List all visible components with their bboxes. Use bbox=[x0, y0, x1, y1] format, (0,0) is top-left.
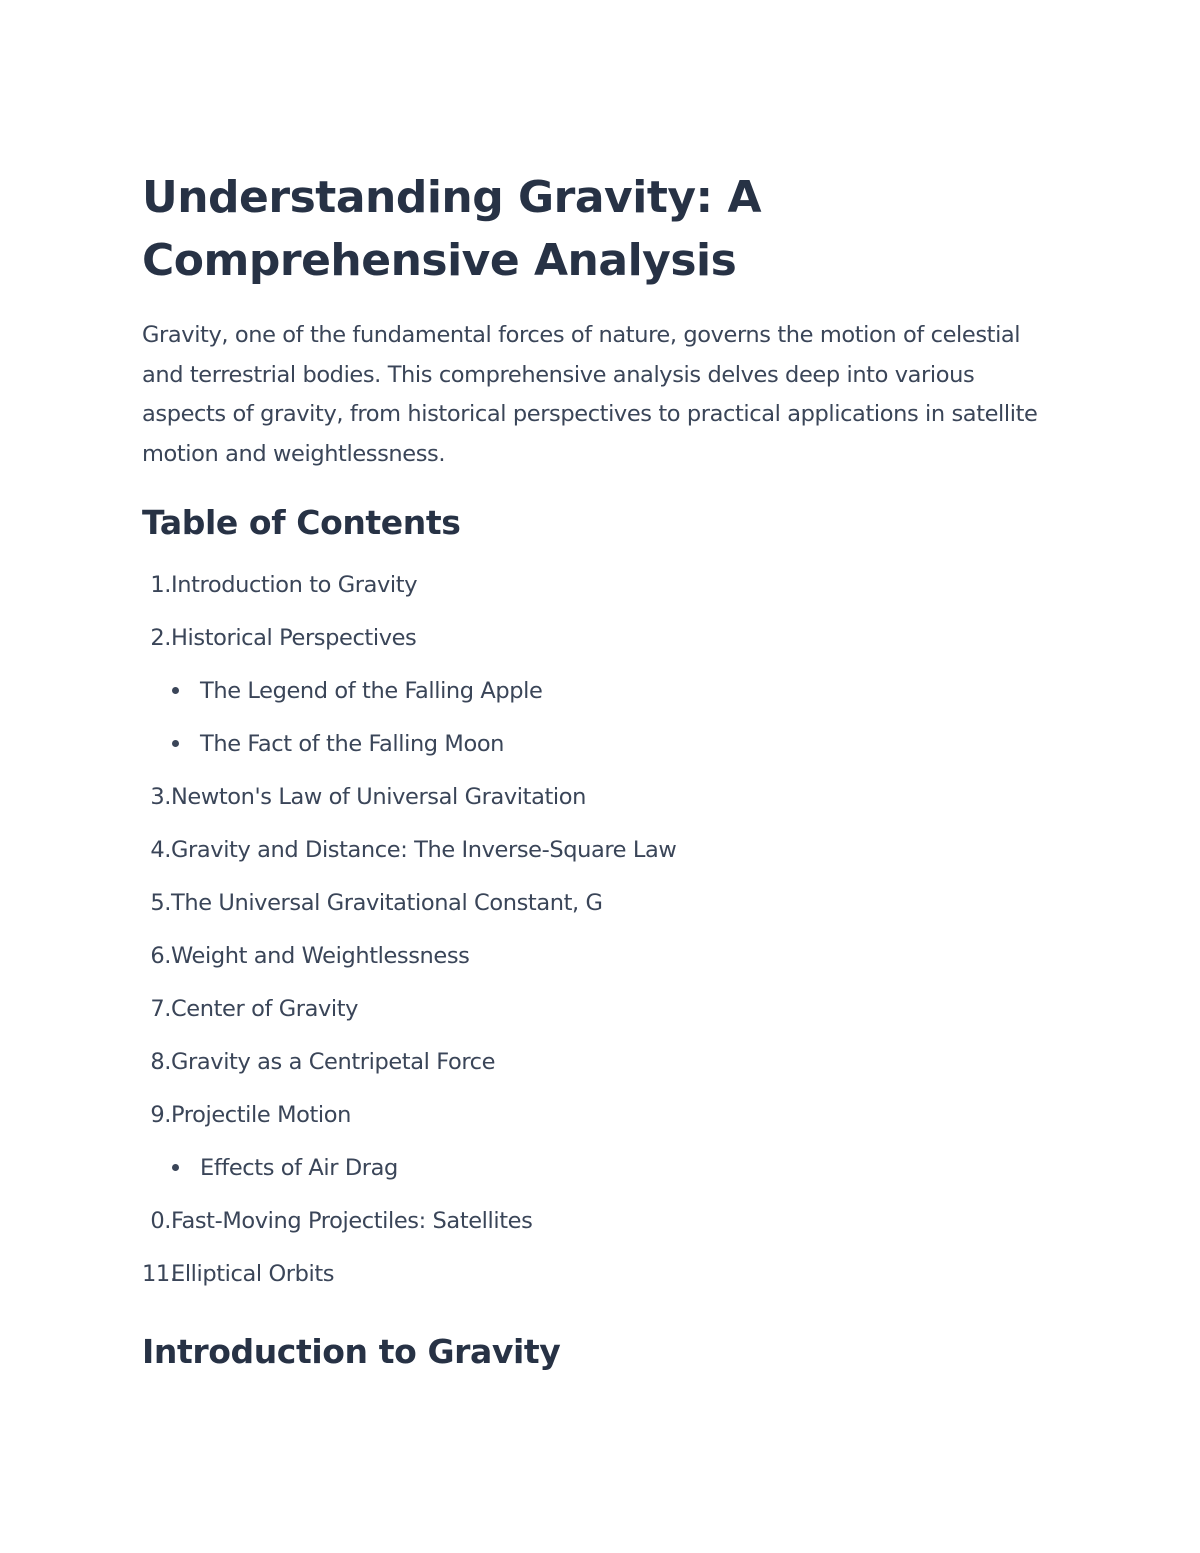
toc-item-label: Center of Gravity bbox=[171, 996, 359, 1022]
toc-item-number: 6. bbox=[150, 943, 171, 969]
toc-subitem bbox=[142, 729, 1052, 782]
toc-item-label: Elliptical Orbits bbox=[171, 1261, 335, 1287]
toc-item bbox=[142, 941, 1052, 994]
toc-item-number: 4. bbox=[150, 837, 171, 863]
toc-subitem-label: The Fact of the Falling Moon bbox=[200, 731, 505, 757]
toc-item bbox=[142, 835, 1052, 888]
toc-subitem bbox=[142, 1153, 1052, 1206]
toc-item bbox=[142, 1206, 1052, 1259]
toc-item-label: The Universal Gravitational Constant, G bbox=[171, 890, 603, 916]
intro-paragraph: Gravity, one of the fundamental forces of nature, governs the motion of celestial and terrestrial bodies. This comprehensive analysis delves deep into various aspects of gravity, from historical perspectives to practical applications in satellite motion and weightlessness. bbox=[142, 322, 1038, 467]
toc-item-label: Fast-Moving Projectiles: Satellites bbox=[171, 1208, 533, 1234]
toc-item-label: Historical Perspectives bbox=[171, 625, 417, 651]
section-heading: Introduction to Gravity bbox=[142, 1332, 561, 1371]
toc-item-number: 9. bbox=[150, 1102, 171, 1128]
toc-item bbox=[142, 782, 1052, 835]
toc-item bbox=[142, 994, 1052, 1047]
toc-item-number: 0. bbox=[150, 1208, 171, 1234]
toc-heading: Table of Contents bbox=[142, 503, 461, 542]
bullet-icon bbox=[172, 740, 179, 747]
toc-item-number: 1. bbox=[150, 572, 171, 598]
bullet-icon bbox=[172, 687, 179, 694]
document-page bbox=[142, 166, 1052, 1372]
toc-item bbox=[142, 623, 1052, 676]
toc-item bbox=[142, 888, 1052, 941]
toc-item-label: Introduction to Gravity bbox=[171, 572, 418, 598]
document-title: Understanding Gravity: A Comprehensive Analysis bbox=[142, 172, 761, 286]
toc-item-number: 3. bbox=[150, 784, 171, 810]
toc-item-label: Gravity and Distance: The Inverse-Square Law bbox=[171, 837, 677, 863]
toc-item-number: 11. bbox=[142, 1261, 177, 1287]
toc-item bbox=[142, 1259, 1052, 1312]
toc-item bbox=[142, 1100, 1052, 1153]
toc-subitem-label: The Legend of the Falling Apple bbox=[200, 678, 543, 704]
toc-subitem bbox=[142, 676, 1052, 729]
toc-item bbox=[142, 1047, 1052, 1100]
toc-item-label: Weight and Weightlessness bbox=[171, 943, 470, 969]
toc-item bbox=[142, 570, 1052, 623]
toc-item-number: 2. bbox=[150, 625, 171, 651]
toc-item-number: 7. bbox=[150, 996, 171, 1022]
toc-item-number: 5. bbox=[150, 890, 171, 916]
toc-item-label: Gravity as a Centripetal Force bbox=[171, 1049, 496, 1075]
toc-item-number: 8. bbox=[150, 1049, 171, 1075]
bullet-icon bbox=[172, 1164, 179, 1171]
toc-item-label: Projectile Motion bbox=[171, 1102, 351, 1128]
table-of-contents bbox=[142, 570, 1052, 1312]
toc-subitem-label: Effects of Air Drag bbox=[200, 1155, 398, 1181]
toc-item-label: Newton's Law of Universal Gravitation bbox=[171, 784, 586, 810]
